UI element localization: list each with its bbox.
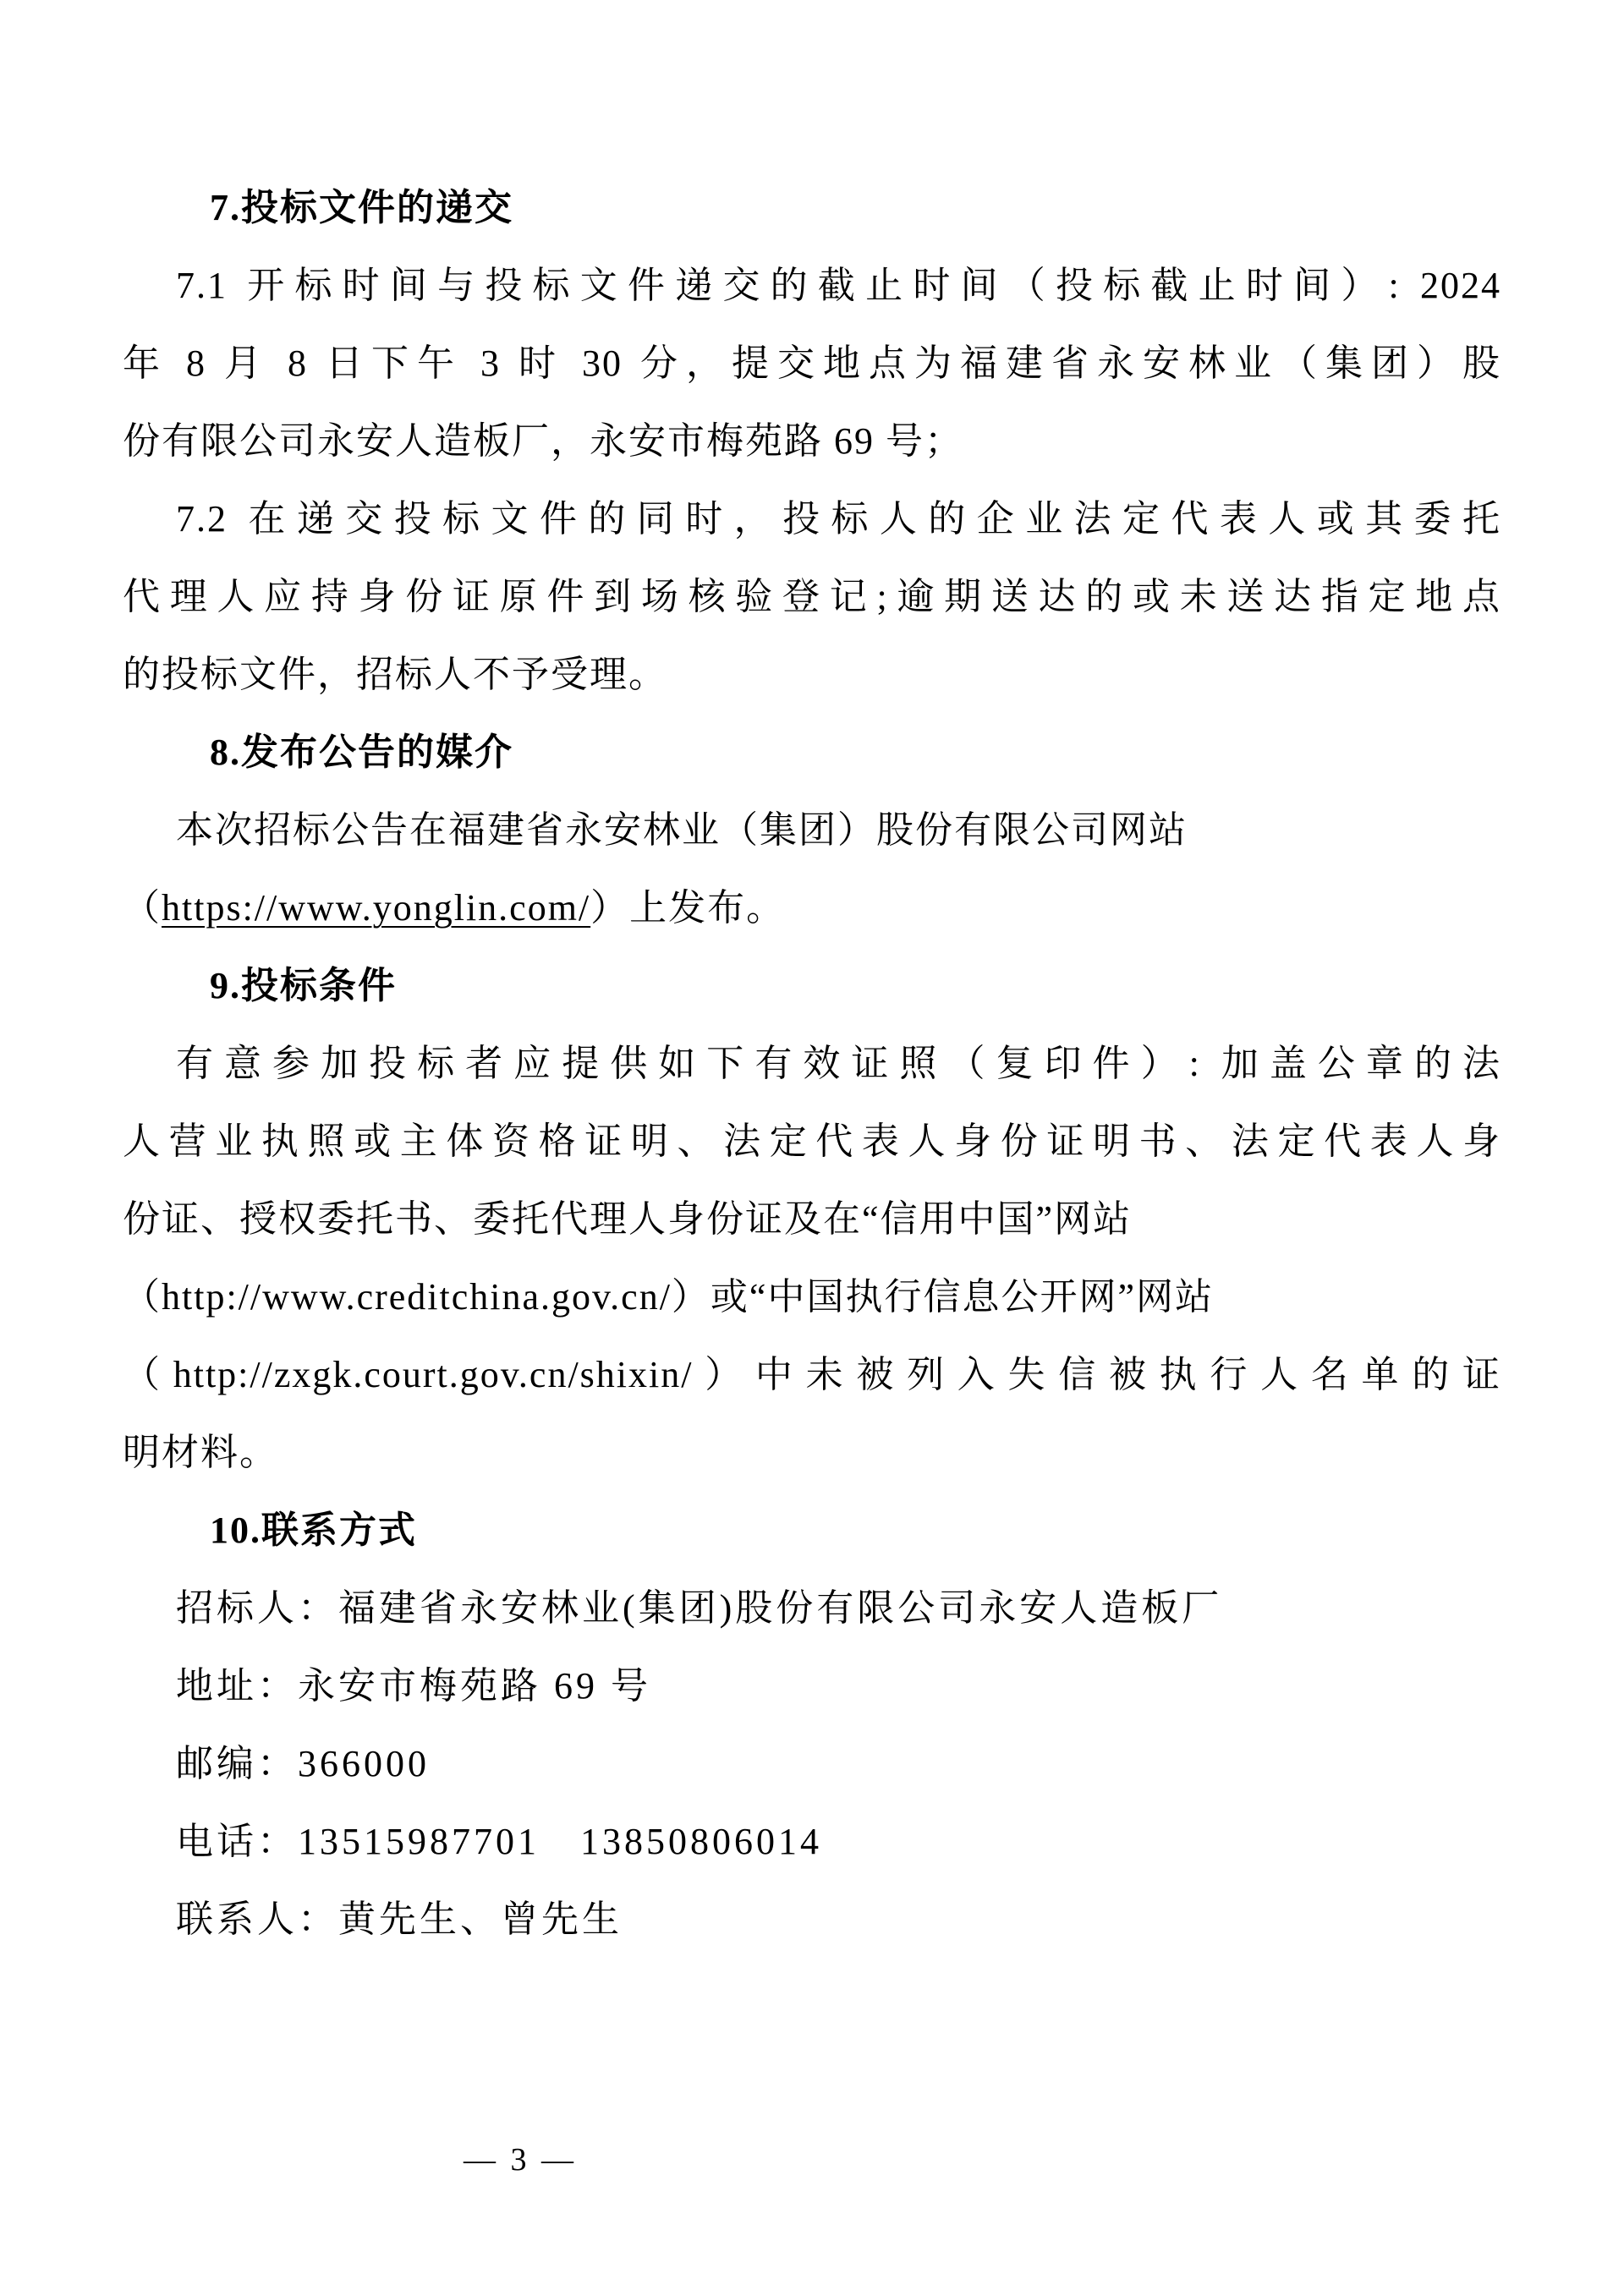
- contact-label: 邮编：: [176, 1743, 298, 1784]
- contact-label: 招标人：: [176, 1587, 338, 1629]
- section-8-heading: 8.发布公告的媒介: [210, 732, 513, 773]
- paragraph-line: 本次招标公告在福建省永安林业（集团）股份有限公司网站: [176, 809, 1188, 851]
- paragraph-line: 份有限公司永安人造板厂，永安市梅苑路 69 号；: [123, 420, 963, 462]
- paragraph-line: 明材料。: [123, 1432, 278, 1473]
- contact-label: 地址：: [176, 1665, 298, 1707]
- contact-value: 福建省永安林业(集团)股份有限公司永安人造板厂: [338, 1587, 1223, 1629]
- announcement-website-link[interactable]: https://www.yonglin.com/: [162, 887, 591, 929]
- contact-value: 366000: [298, 1743, 430, 1784]
- paragraph-line: 代理人应持身份证原件到场核验登记;逾期送达的或未送达指定地点: [123, 576, 1501, 617]
- paragraph-line: 7.1 开标时间与投标文件递交的截止时间（投标截止时间）: 2024: [176, 265, 1501, 306]
- contact-value: 黄先生、曾先生: [338, 1899, 623, 1940]
- credit-china-url-line: （http://www.creditchina.gov.cn/）或“中国执行信息公开网”网站: [123, 1276, 1214, 1318]
- contact-row-tenderee: [123, 1570, 1501, 1647]
- paragraph-line: 年 8 月 8 日下午 3 时 30 分，提交地点为福建省永安林业（集团）股: [123, 342, 1501, 384]
- paragraph-line: 7.2 在递交投标文件的同时，投标人的企业法定代表人或其委托: [176, 498, 1501, 540]
- contact-value: 13515987701 13850806014: [298, 1821, 822, 1862]
- page-number: — 3 —: [464, 2142, 577, 2178]
- contact-row-address: [123, 1647, 1501, 1725]
- bracket-open: （: [123, 887, 162, 929]
- contact-value: 永安市梅苑路 69 号: [298, 1665, 651, 1707]
- paragraph-line: 的投标文件，招标人不予受理。: [123, 654, 667, 695]
- contact-info-block: [123, 1570, 1501, 1959]
- zxgk-court-url-line: （http://zxgk.court.gov.cn/shixin/）中未被列入失信被执行人名单的证: [123, 1354, 1501, 1395]
- section-9-heading: 9.投标条件: [210, 965, 397, 1006]
- contact-label: 电话：: [176, 1821, 298, 1862]
- contact-row-person: [123, 1881, 1501, 1959]
- paragraph-line: 份证、授权委托书、委托代理人身份证及在“信用中国”网站: [123, 1198, 1133, 1240]
- section-7-heading: 7.投标文件的递交: [210, 187, 513, 228]
- section-10-heading: 10.联系方式: [210, 1510, 417, 1551]
- line-suffix: ）上发布。: [590, 887, 786, 929]
- paragraph-line: 人营业执照或主体资格证明、法定代表人身份证明书、法定代表人身: [123, 1121, 1501, 1162]
- contact-label: 联系人：: [176, 1899, 338, 1940]
- contact-row-postcode: [123, 1725, 1501, 1803]
- contact-row-phone: [123, 1803, 1501, 1881]
- paragraph-line: 有意参加投标者应提供如下有效证照（复印件）: 加盖公章的法: [176, 1043, 1501, 1084]
- paragraph-line: [123, 869, 1501, 947]
